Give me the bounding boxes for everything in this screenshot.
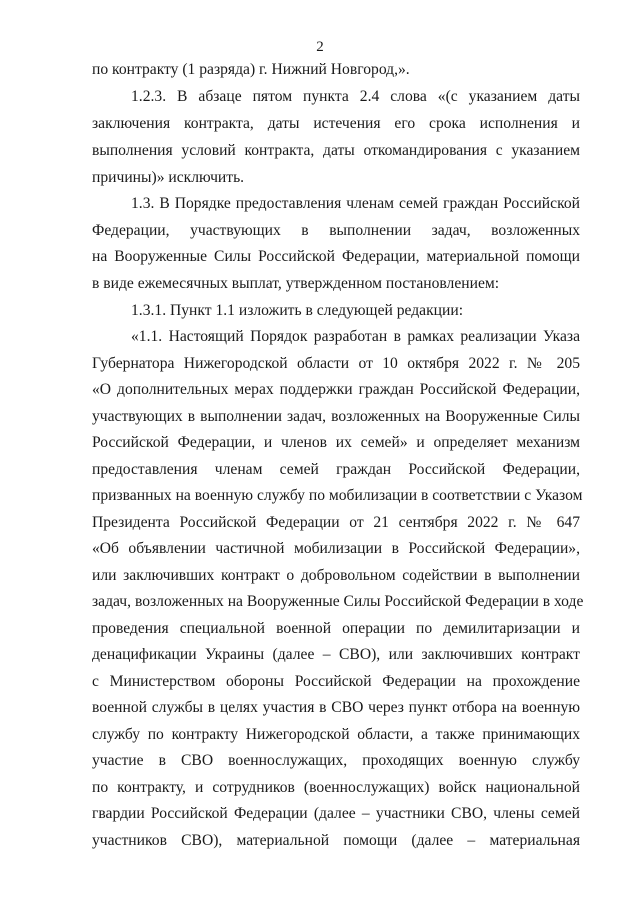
text-line: службу по контракту Нижегородской области, а также принимающих xyxy=(92,726,580,743)
text-line: Президента Российской Федерации от 21 сентября 2022 г. № 647 xyxy=(92,514,580,531)
text-line: 1.2.3. В абзаце пятом пункта 2.4 слова «(с указанием даты xyxy=(131,88,580,105)
text-line: 1.3.1. Пункт 1.1 изложить в следующей редакции: xyxy=(131,302,464,319)
text-line: предоставления членам семей граждан Российской Федерации, xyxy=(92,461,580,478)
text-line: проведения специальной военной операции по демилитаризации и xyxy=(92,620,580,637)
text-line: участвующих в выполнении задач, возложенных на Вооруженные Силы xyxy=(92,408,580,425)
text-line: или заключивших контракт о добровольном содействии в выполнении xyxy=(92,567,580,584)
text-line: Федерации, участвующих в выполнении задач, возложенных xyxy=(92,222,580,239)
text-line: участие в СВО военнослужащих, проходящих военную службу xyxy=(92,752,580,769)
page-number: 2 xyxy=(316,39,324,55)
text-line: выполнения условий контракта, даты откомандирования с указанием xyxy=(92,142,580,159)
text-line: военной службы в целях участия в СВО через пункт отбора на военную xyxy=(92,699,580,716)
text-line: денацификации Украины (далее – СВО), или заключивших контракт xyxy=(92,646,580,663)
text-line: в виде ежемесячных выплат, утвержденном постановлением: xyxy=(92,275,500,292)
text-line: «О дополнительных мерах поддержки граждан Российской Федерации, xyxy=(92,381,580,398)
text-line: Российской Федерации, и членов их семей» и определяет механизм xyxy=(92,434,580,451)
text-line: «1.1. Настоящий Порядок разработан в рамках реализации Указа xyxy=(131,328,580,345)
text-line: Губернатора Нижегородской области от 10 октября 2022 г. № 205 xyxy=(92,355,580,372)
text-line: причины)» исключить. xyxy=(92,169,245,186)
text-line: с Министерством обороны Российской Федерации на прохождение xyxy=(92,673,580,690)
text-line: «Об объявлении частичной мобилизации в Российской Федерации», xyxy=(92,540,580,557)
text-line: 1.3. В Порядке предоставления членам семей граждан Российской xyxy=(131,195,580,212)
text-line: заключения контракта, даты истечения его срока исполнения и xyxy=(92,115,580,132)
text-line: задач, возложенных на Вооруженные Силы Российской Федерации в ходе xyxy=(92,593,584,610)
text-line: участников СВО), материальной помощи (далее – материальная xyxy=(92,832,580,849)
text-line: гвардии Российской Федерации (далее – участники СВО, члены семей xyxy=(92,805,580,822)
text-line: по контракту, и сотрудников (военнослужащих) войск национальной xyxy=(92,779,580,796)
text-line: призванных на военную службу по мобилизации в соответствии с Указом xyxy=(92,487,583,504)
text-line: на Вооруженные Силы Российской Федерации, материальной помощи xyxy=(92,248,580,265)
text-line: по контракту (1 разряда) г. Нижний Новгород,». xyxy=(92,61,410,78)
